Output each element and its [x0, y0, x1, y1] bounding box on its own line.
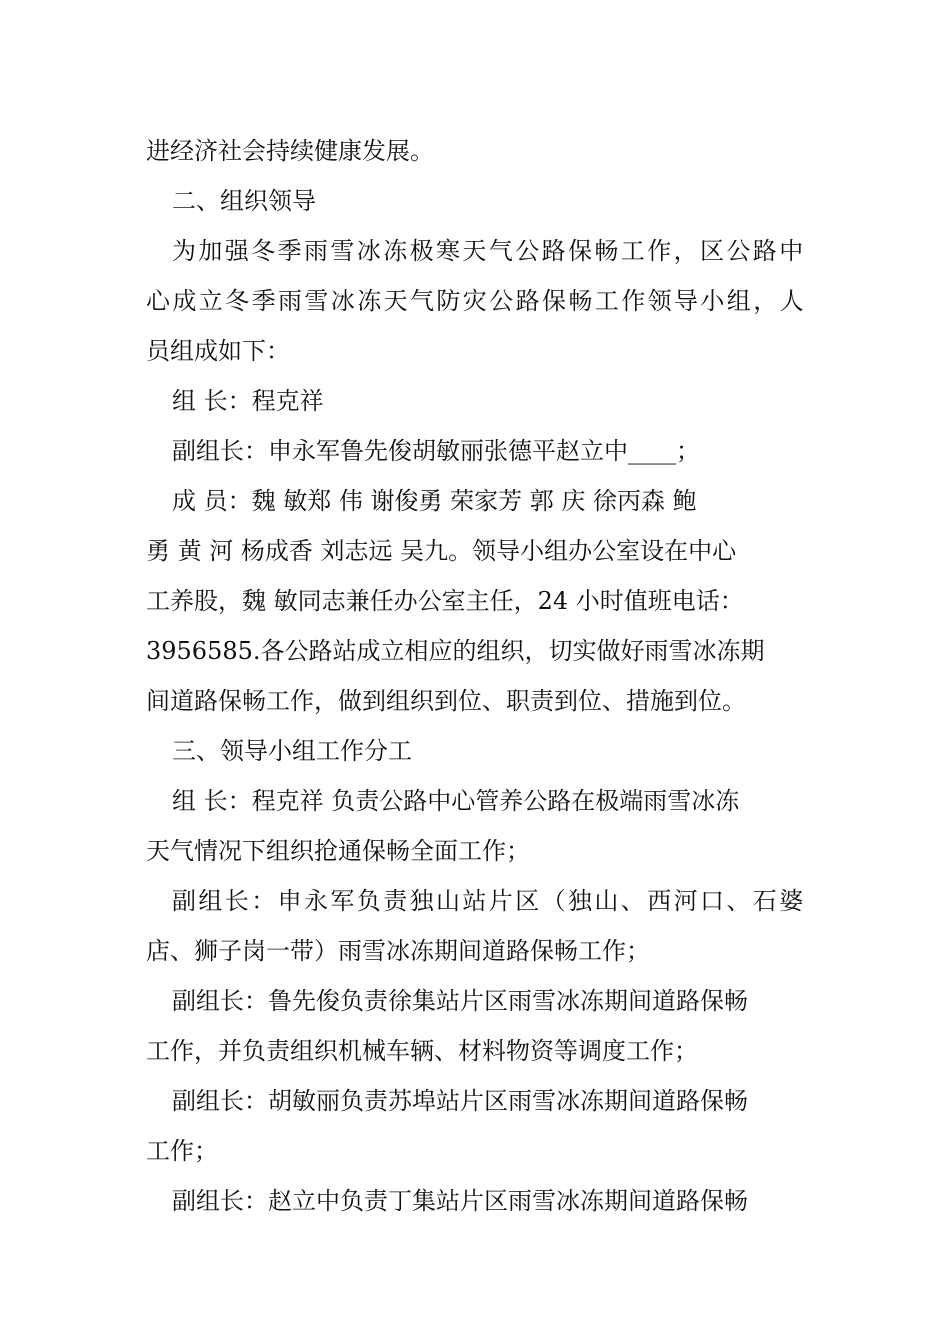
- section-heading: 二、组织领导: [172, 187, 316, 215]
- paragraph-line: 组 长：程克祥 负责公路中心管养公路在极端雨雪冰冻: [172, 787, 740, 815]
- paragraph-line: 勇 黄 河 杨成香 刘志远 吴九。领导小组办公室设在中心: [146, 537, 737, 565]
- section-heading: 三、领导小组工作分工: [172, 737, 412, 765]
- paragraph-line: 副组长：赵立中负责丁集站片区雨雪冰冻期间道路保畅: [172, 1187, 748, 1215]
- paragraph-line: 进经济社会持续健康发展。: [146, 137, 434, 165]
- paragraph-line: 工作，并负责组织机械车辆、材料物资等调度工作；: [146, 1037, 698, 1065]
- paragraph-line: 成 员：魏 敏郑 伟 谢俊勇 荣家芳 郭 庆 徐丙森 鲍: [172, 487, 697, 515]
- paragraph-line: 为加强冬季雨雪冰冻极寒天气公路保畅工作，区公路中: [172, 237, 806, 265]
- paragraph-line: 副组长：申永军鲁先俊胡敏丽张德平赵立中____；: [172, 437, 700, 465]
- paragraph-line: 心成立冬季雨雪冰冻天气防灾公路保畅工作领导小组，人: [146, 287, 806, 315]
- paragraph-line: 副组长：鲁先俊负责徐集站片区雨雪冰冻期间道路保畅: [172, 987, 748, 1015]
- paragraph-line: 工养股，魏 敏同志兼任办公室主任，24 小时值班电话：: [146, 587, 744, 615]
- paragraph-line: 工作；: [146, 1137, 218, 1165]
- paragraph-line: 副组长：申永军负责独山站片区（独山、西河口、石婆: [172, 887, 806, 915]
- paragraph-line: 店、狮子岗一带）雨雪冰冻期间道路保畅工作；: [146, 937, 650, 965]
- paragraph-line: 3956585.各公路站成立相应的组织，切实做好雨雪冰冻期: [146, 637, 765, 665]
- paragraph-line: 间道路保畅工作，做到组织到位、职责到位、措施到位。: [146, 687, 746, 715]
- paragraph-line: 员组成如下：: [146, 337, 290, 365]
- paragraph-line: 副组长：胡敏丽负责苏埠站片区雨雪冰冻期间道路保畅: [172, 1087, 748, 1115]
- paragraph-line: 天气情况下组织抢通保畅全面工作；: [146, 837, 530, 865]
- paragraph-line: 组 长：程克祥: [172, 387, 324, 415]
